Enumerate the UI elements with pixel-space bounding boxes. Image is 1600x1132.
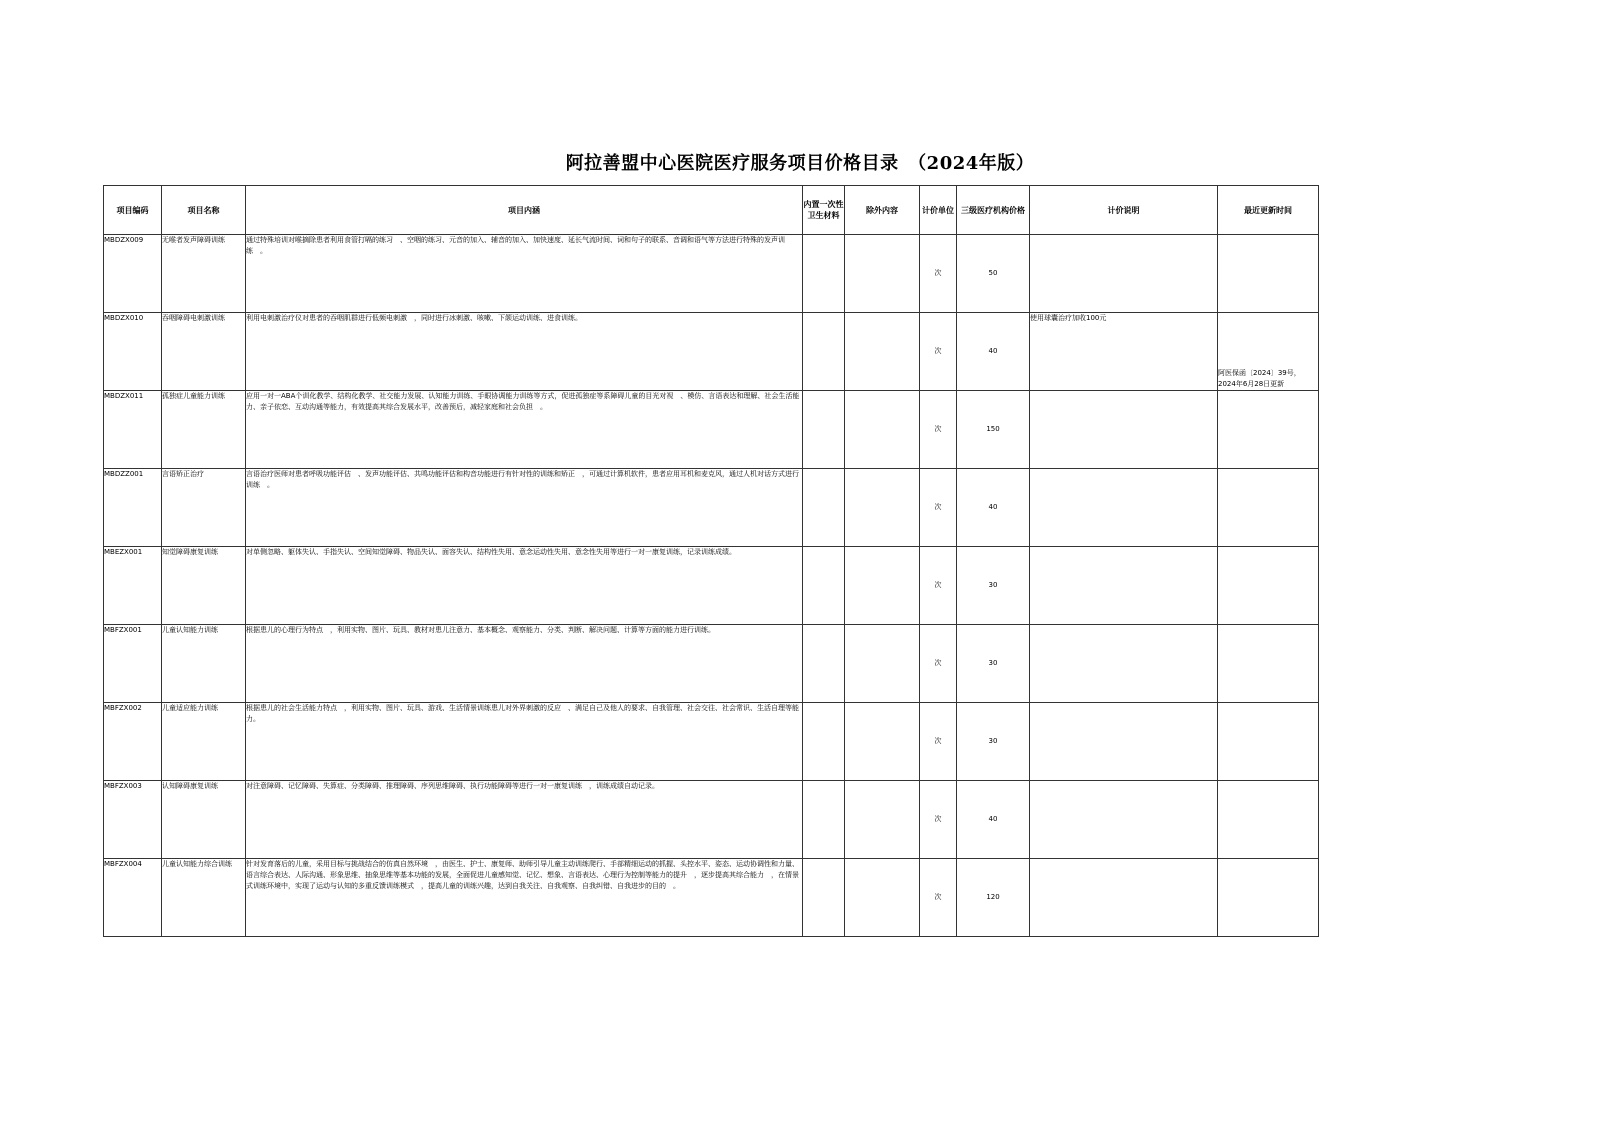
cell-name: 儿童认知能力训练 — [162, 625, 246, 703]
cell-exclusion — [845, 391, 920, 469]
cell-price: 30 — [957, 625, 1030, 703]
cell-name: 知觉障碍康复训练 — [162, 547, 246, 625]
header-code: 项目编码 — [104, 186, 162, 235]
price-catalog-table — [103, 185, 1319, 937]
cell-disposable — [803, 703, 845, 781]
header-price: 三级医疗机构价格 — [957, 186, 1030, 235]
header-note: 计价说明 — [1030, 186, 1218, 235]
cell-content: 利用电刺激治疗仪对患者的吞咽肌群进行低频电刺激 ，同时进行冰刺激、咳嗽、下颌运动训练、进食训练。 — [246, 313, 803, 391]
cell-price: 150 — [957, 391, 1030, 469]
cell-unit: 次 — [920, 235, 957, 313]
cell-content: 对单侧忽略、躯体失认、手指失认、空间知觉障碍、物品失认、面容失认、结构性失用、意念运动性失用、意念性失用等进行一对一康复训练，记录训练成绩。 — [246, 547, 803, 625]
cell-exclusion — [845, 313, 920, 391]
table-row — [104, 703, 1319, 781]
cell-note — [1030, 469, 1218, 547]
cell-name: 认知障碍康复训练 — [162, 781, 246, 859]
table-row — [104, 625, 1319, 703]
cell-disposable — [803, 391, 845, 469]
header-updated: 最近更新时间 — [1218, 186, 1319, 235]
cell-unit: 次 — [920, 469, 957, 547]
cell-updated — [1218, 859, 1319, 937]
table-header-row — [104, 186, 1319, 235]
cell-note — [1030, 235, 1218, 313]
table-row — [104, 469, 1319, 547]
cell-disposable — [803, 469, 845, 547]
cell-disposable — [803, 547, 845, 625]
table-row — [104, 781, 1319, 859]
cell-price: 50 — [957, 235, 1030, 313]
cell-name: 无喉者发声障碍训练 — [162, 235, 246, 313]
cell-price: 30 — [957, 547, 1030, 625]
header-content: 项目内涵 — [246, 186, 803, 235]
table-row — [104, 391, 1319, 469]
cell-note — [1030, 625, 1218, 703]
cell-code: MBDZX010 — [104, 313, 162, 391]
cell-name: 儿童认知能力综合训练 — [162, 859, 246, 937]
cell-content: 根据患儿的心理行为特点 ，利用实物、图片、玩具、教材对患儿注意力、基本概念、观察能力、分类、判断、解决问题、计算等方面的能力进行训练。 — [246, 625, 803, 703]
cell-price: 40 — [957, 313, 1030, 391]
cell-note — [1030, 859, 1218, 937]
cell-note — [1030, 781, 1218, 859]
cell-exclusion — [845, 625, 920, 703]
cell-price: 40 — [957, 781, 1030, 859]
cell-unit: 次 — [920, 703, 957, 781]
cell-exclusion — [845, 547, 920, 625]
cell-code: MBFZX004 — [104, 859, 162, 937]
cell-exclusion — [845, 469, 920, 547]
cell-content: 对注意障碍、记忆障碍、失算症、分类障碍、推理障碍、序列思维障碍、执行功能障碍等进行一对一康复训练 ，训练成绩自动记录。 — [246, 781, 803, 859]
table-row — [104, 235, 1319, 313]
cell-code: MBDZZ001 — [104, 469, 162, 547]
cell-name: 儿童适应能力训练 — [162, 703, 246, 781]
cell-exclusion — [845, 235, 920, 313]
cell-updated — [1218, 781, 1319, 859]
header-disposable: 内置一次性卫生材料 — [803, 186, 845, 235]
cell-content: 应用一对一ABA个训化教学、结构化教学、社交能力发展、认知能力训练、手眼协调能力训练等方式，促进孤独症等系障碍儿童的目光对视 、模仿、言语表达和理解、社会生活能力、亲子依恋、互动沟通等能力，有效提高其综合发展水平，改善预后，减轻家庭和社会负担 。 — [246, 391, 803, 469]
table-row — [104, 859, 1319, 937]
cell-disposable — [803, 625, 845, 703]
header-name: 项目名称 — [162, 186, 246, 235]
cell-code: MBFZX003 — [104, 781, 162, 859]
cell-note — [1030, 547, 1218, 625]
cell-note: 使用球囊治疗加收100元 — [1030, 313, 1218, 391]
cell-name: 言语矫正治疗 — [162, 469, 246, 547]
cell-exclusion — [845, 781, 920, 859]
cell-updated — [1218, 547, 1319, 625]
cell-code: MBFZX002 — [104, 703, 162, 781]
cell-price: 30 — [957, 703, 1030, 781]
cell-disposable — [803, 781, 845, 859]
cell-price: 40 — [957, 469, 1030, 547]
cell-note — [1030, 703, 1218, 781]
cell-code: MBDZX009 — [104, 235, 162, 313]
cell-name: 吞咽障碍电刺激训练 — [162, 313, 246, 391]
cell-unit: 次 — [920, 781, 957, 859]
table-row — [104, 547, 1319, 625]
cell-updated: 阿医保函〔2024〕39号，2024年6月28日更新 — [1218, 313, 1319, 391]
cell-updated — [1218, 625, 1319, 703]
cell-content: 通过特殊培训对喉摘除患者利用食管打嗝的练习 、空咽的练习、元音的加入、辅音的加入、加快速度、延长气流时间、词和句子的联系、音调和语气等方法进行特殊的发声训练 。 — [246, 235, 803, 313]
cell-content: 言语治疗医师对患者呼吸功能评估 、发声功能评估、共鸣功能评估和构音功能进行有针对性的训练和矫正 ，可通过计算机软件，患者应用耳机和麦克风，通过人机对话方式进行训练 。 — [246, 469, 803, 547]
cell-exclusion — [845, 703, 920, 781]
cell-note — [1030, 391, 1218, 469]
cell-exclusion — [845, 859, 920, 937]
cell-code: MBFZX001 — [104, 625, 162, 703]
cell-unit: 次 — [920, 859, 957, 937]
cell-updated — [1218, 703, 1319, 781]
cell-content: 针对发育落后的儿童，采用目标与挑战结合的仿真自然环境 ，由医生、护士、康复师、助师引导儿童主动训练爬行、手部精细运动的抓握、头控水平、姿态、运动协调性和力量、语言综合表达、人际沟通、形象思维、抽象思维等基本功能的发展，全面促进儿童感知觉、记忆、想象、言语表达、心理行为控制等能力的提升 ，逐步提高其综合能力 ，在情景式训练环境中，实现了运动与认知的多重反馈训练模式 ，提高儿童的训练兴趣，达到自我关注、自我观察、自我纠错、自我进步的目的 。 — [246, 859, 803, 937]
cell-disposable — [803, 313, 845, 391]
header-exclusion: 除外内容 — [845, 186, 920, 235]
cell-name: 孤独症儿童能力训练 — [162, 391, 246, 469]
cell-updated — [1218, 391, 1319, 469]
cell-unit: 次 — [920, 625, 957, 703]
header-unit: 计价单位 — [920, 186, 957, 235]
cell-content: 根据患儿的社会生活能力特点 ，利用实物、图片、玩具、游戏、生活情景训练患儿对外界刺激的反应 、满足自己及他人的要求、自我管理、社会交往、社会常识、生活自理等能力。 — [246, 703, 803, 781]
document-title: 阿拉善盟中心医院医疗服务项目价格目录 （2024年版） — [565, 153, 1035, 174]
cell-disposable — [803, 235, 845, 313]
cell-updated — [1218, 469, 1319, 547]
cell-price: 120 — [957, 859, 1030, 937]
cell-disposable — [803, 859, 845, 937]
cell-unit: 次 — [920, 391, 957, 469]
cell-updated — [1218, 235, 1319, 313]
table-row — [104, 313, 1319, 391]
cell-unit: 次 — [920, 547, 957, 625]
cell-unit: 次 — [920, 313, 957, 391]
cell-code: MBEZX001 — [104, 547, 162, 625]
cell-code: MBDZX011 — [104, 391, 162, 469]
